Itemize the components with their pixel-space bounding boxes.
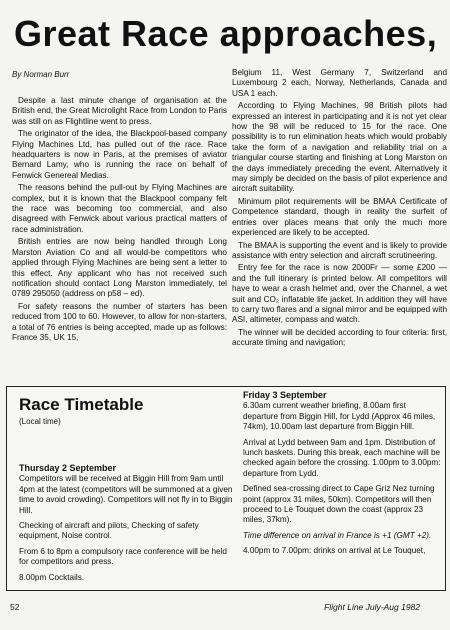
timetable-item: 6.30am current weather briefing, 8.00am first departure from Biggin Hill, for Lydd (Approx 46 miles, 74km), 10.00am last departure from Biggin Hill.: [243, 401, 436, 432]
day-heading: Friday 3 September: [243, 390, 327, 400]
article-paragraph: The BMAA is supporting the event and is likely to provide assistance with entry selection and aircraft scrutineering.: [232, 240, 447, 260]
article-paragraph: Entry fee for the race is now 2000Fr — some £200 — and the full itinerary is printed below. All competitors will have to wear a crash helmet and, over the Channel, a wet suit and CO₂ inflatable life jacket. In addition they will have to carry two flares and a signal mirror and be equipped with ASI, altimeter, compass and watch.: [232, 263, 447, 325]
article-paragraph: The winner will be decided according to four criteria: first, accurate timing and navigation;: [232, 327, 447, 348]
timetable-item: 4.00pm to 7.00pm: drinks on arrival at Le Touquet,: [243, 546, 426, 556]
article-paragraph: According to Flying Machines, 98 British pilots had expressed an interest in participating and it is not yet clear how the 98 will be reduced to 15 for the race. One possibility is to run elimination heats which would probably take the form of a navigation and reliability trial on a triangular course starting and finishing at Long Marston on the days immediately preceding the event. Alternatively it may simply be decided on the basis of pilot experience and aircraft suitability.: [232, 101, 447, 194]
timetable-item: Arrival at Lydd between 9am and 1pm. Distribution of lunch baskets. During this break, each machine will be checked again before the crossing. 1.00pm to 3.00pm: departure from Lydd.: [243, 437, 441, 478]
timetable-item: Checking of aircraft and pilots, Checking of safety equipment, Noise control.: [19, 521, 199, 541]
article-paragraph: The reasons behind the pull-out by Flying Machines are complex, but it is known that the Blackpool company felt the race was becoming too commercial, and also disagreed with Fenwick about various practical matters of race administration.: [12, 183, 227, 234]
article-column-right: [232, 68, 447, 351]
headline: Great Race approaches,: [14, 13, 438, 54]
timetable-subtitle: (Local time): [19, 417, 61, 426]
timetable-friday: [243, 390, 443, 562]
magazine-footer: Flight Line July-Aug 1982: [324, 602, 420, 612]
article-paragraph: Minimum pilot requirements will be BMAA Certificate of Competence standard, though in reality the surfeit of entries over places means that only the much more experienced are likely to be accepted.: [232, 196, 447, 238]
article-column-left: [12, 96, 227, 345]
timetable-item: Defined sea-crossing direct to Cape Griz Nez turning point (approx 31 miles, 50km). Competitors will then proceed to Le Touquet down the coast (approx 23 miles, 37km).: [243, 484, 435, 525]
article-paragraph: For safety reasons the number of starters has been reduced from 100 to 60. However, to allow for non-starters, a total of 76 entries is being accepted, made up as follows: France 35, UK 15,: [12, 301, 227, 342]
page-number: 52: [10, 602, 20, 612]
timetable-item: 8.00pm Cocktails.: [19, 572, 85, 582]
day-heading: Thursday 2 September: [19, 463, 117, 473]
timetable-thursday: [19, 463, 233, 588]
article-paragraph: British entries are now being handled through Long Marston Aviation Co and all would-be competitors who applied through Flying Machines are being sent a letter to this effect. Any applicant who has not received such notification should contact Long Marston immediately, tel 0789 295050 (address on p58 – ed).: [12, 237, 227, 299]
timetable-title: Race Timetable: [19, 395, 144, 414]
article-paragraph: Despite a last minute change of organisation at the British end, the Great Microlight Race from London to Paris was still on as Flightline went to press.: [12, 96, 227, 126]
article-paragraph: The originator of the idea, the Blackpool-based company Flying Machines Ltd, has pulled out of the race. Race headquarters is now in Paris, at the premises of aviator Bernard Lamy, who is running the race on behalf of Fenwick Genereal Medias.: [12, 129, 227, 180]
race-timetable-box: [6, 386, 446, 591]
article-paragraph: Belgium 11, West Germany 7, Switzerland and Luxembourg 2 each, Norway, Netherlands, Canada and USA 1 each.: [232, 68, 447, 98]
timetable-note: Time difference on arrival in France is +1 (GMT +2).: [243, 530, 432, 540]
byline: By Norman Burr: [12, 70, 70, 79]
timetable-item: Competitors will be received at Biggin Hill from 9am until 4pm at the latest (competitors will be summoned at a given time to avoid crowding). Competitors will not fly in to Biggin Hill.: [19, 474, 233, 515]
timetable-item: From 6 to 8pm a compulsory race conference will be held for competitors and press.: [19, 546, 227, 567]
